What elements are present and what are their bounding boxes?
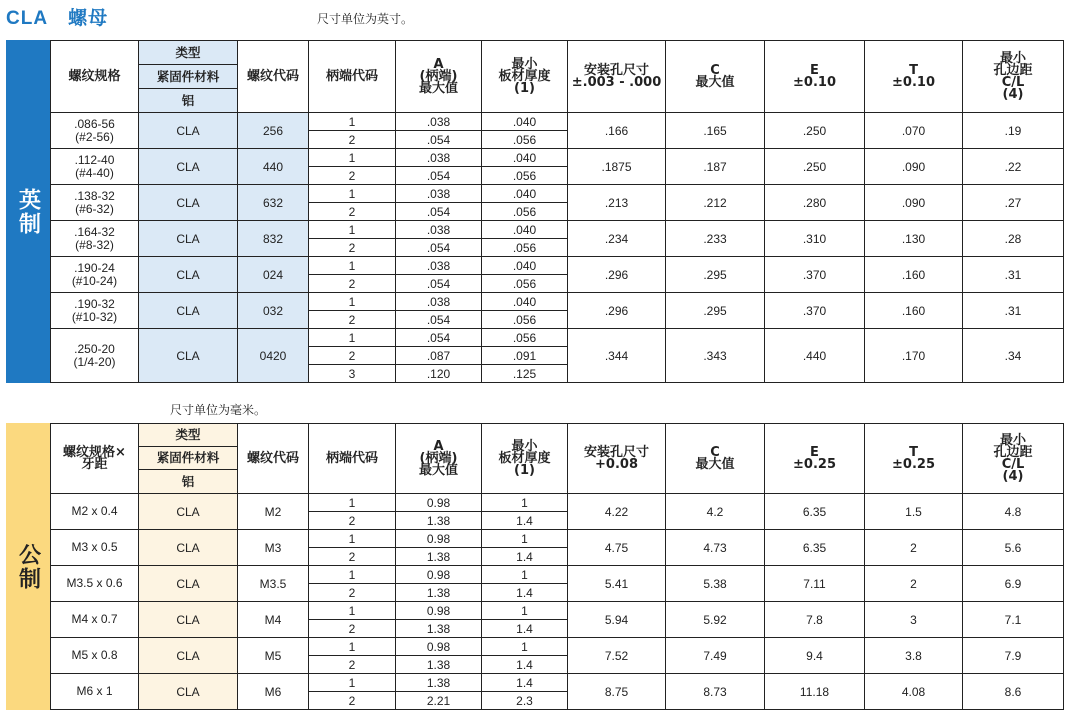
spec-line: M3.5 x 0.6 — [66, 576, 123, 590]
header-line: (4) — [1002, 468, 1024, 484]
cell-type: CLA — [139, 494, 238, 530]
cell-a: 1.38 — [396, 512, 482, 530]
cell-t: .070 — [865, 113, 963, 149]
cell-shank-code: 2 — [309, 167, 396, 185]
cell-shank-code: 1 — [309, 494, 396, 512]
header-line: 孔边距 — [993, 444, 1033, 460]
table-row — [51, 329, 1064, 347]
spec-line: .112-40 — [74, 152, 115, 167]
cell-a: .038 — [396, 221, 482, 239]
cell-shank-code: 2 — [309, 692, 396, 710]
spec-line: M5 x 0.8 — [71, 648, 118, 662]
cell-thread-code: M5 — [238, 638, 309, 674]
cell-shank-code: 2 — [309, 239, 396, 257]
header-line: C/L — [1001, 74, 1025, 90]
header-line: 安装孔尺寸 — [583, 444, 649, 460]
header-line: (柄端) — [419, 68, 458, 84]
cell-shank-code: 2 — [309, 275, 396, 293]
cell-a: .038 — [396, 185, 482, 203]
cell-e: .370 — [765, 257, 865, 293]
cell-e: 7.8 — [765, 602, 865, 638]
cell-thread-code: 632 — [238, 185, 309, 221]
spec-line: .190-24 — [74, 260, 115, 275]
imperial-side-label — [6, 40, 50, 383]
title-code: CLA — [6, 8, 49, 29]
header-min-edge — [963, 424, 1064, 494]
cell-hole: .1875 — [568, 149, 666, 185]
cell-a: .054 — [396, 275, 482, 293]
cell-spec — [51, 149, 139, 185]
cell-shank-code: 1 — [309, 221, 396, 239]
metric-unit-note: 尺寸单位为毫米。 — [170, 403, 267, 417]
header-line: 板材厚度 — [498, 68, 551, 84]
cell-shank-code: 2 — [309, 548, 396, 566]
cell-c: 7.49 — [666, 638, 765, 674]
cell-a: 2.21 — [396, 692, 482, 710]
header-hole — [568, 424, 666, 494]
header-line: ±0.10 — [892, 74, 935, 90]
cell-c: 8.73 — [666, 674, 765, 710]
cell-e: 6.35 — [765, 494, 865, 530]
spec-line: M3 x 0.5 — [71, 540, 118, 554]
spec-line: .138-32 — [74, 188, 115, 203]
cell-shank-code: 1 — [309, 149, 396, 167]
cell-e: 7.11 — [765, 566, 865, 602]
cell-spec — [51, 566, 139, 602]
header-shank-code: 柄端代码 — [309, 41, 396, 113]
imperial-spec-table — [50, 40, 1064, 383]
header-line: E — [810, 444, 819, 460]
page-title — [6, 3, 108, 30]
cell-type: CLA — [139, 674, 238, 710]
cell-a: 1.38 — [396, 584, 482, 602]
cell-min-sheet: 1 — [482, 638, 568, 656]
cell-thread-code: M3 — [238, 530, 309, 566]
cell-t: .090 — [865, 185, 963, 221]
spec-line: M2 x 0.4 — [71, 504, 118, 518]
spec-line: M4 x 0.7 — [71, 612, 118, 626]
header-a — [396, 41, 482, 113]
cell-a: 0.98 — [396, 530, 482, 548]
cell-spec — [51, 221, 139, 257]
cell-min-edge: .19 — [963, 113, 1064, 149]
cell-shank-code: 1 — [309, 113, 396, 131]
header-spec — [51, 424, 139, 494]
header-spec: 螺纹规格 — [51, 41, 139, 113]
cell-e: .250 — [765, 149, 865, 185]
cell-min-sheet: .056 — [482, 167, 568, 185]
table-row — [51, 185, 1064, 203]
cell-c: 4.73 — [666, 530, 765, 566]
table-row — [51, 674, 1064, 692]
cell-hole: 8.75 — [568, 674, 666, 710]
header-line: 牙距 — [81, 456, 108, 472]
header-row — [51, 41, 1064, 65]
cell-type: CLA — [139, 602, 238, 638]
cell-min-edge: .31 — [963, 257, 1064, 293]
spec-line: (1/4-20) — [73, 354, 116, 369]
cell-min-sheet: .125 — [482, 365, 568, 383]
spec-line: (#4-40) — [75, 165, 114, 180]
header-line: 最小 — [511, 438, 538, 454]
cell-min-sheet: 1.4 — [482, 548, 568, 566]
cell-thread-code: 832 — [238, 221, 309, 257]
cell-spec — [51, 638, 139, 674]
cell-a: .038 — [396, 257, 482, 275]
cell-c: 5.92 — [666, 602, 765, 638]
spec-line: M6 x 1 — [76, 684, 113, 698]
cell-t: .130 — [865, 221, 963, 257]
cell-shank-code: 1 — [309, 566, 396, 584]
cell-a: 0.98 — [396, 566, 482, 584]
cell-c: .295 — [666, 257, 765, 293]
table-row — [51, 494, 1064, 512]
cell-min-sheet: .040 — [482, 221, 568, 239]
cell-thread-code: 024 — [238, 257, 309, 293]
header-line: 最大值 — [418, 462, 458, 478]
cell-a: 0.98 — [396, 494, 482, 512]
cell-shank-code: 2 — [309, 656, 396, 674]
cell-c: 4.2 — [666, 494, 765, 530]
header-hole — [568, 41, 666, 113]
cell-c: .187 — [666, 149, 765, 185]
table-row — [51, 566, 1064, 584]
cell-min-edge: .34 — [963, 329, 1064, 383]
cell-hole: .296 — [568, 293, 666, 329]
cell-hole: .344 — [568, 329, 666, 383]
header-aluminum: 铝 — [139, 89, 238, 113]
header-line: A — [433, 438, 444, 454]
cell-min-sheet: .040 — [482, 293, 568, 311]
cell-shank-code: 2 — [309, 203, 396, 221]
cell-shank-code: 1 — [309, 329, 396, 347]
header-line: +0.08 — [595, 456, 638, 472]
cell-min-edge: 7.9 — [963, 638, 1064, 674]
cell-type: CLA — [139, 185, 238, 221]
cell-min-sheet: 1 — [482, 530, 568, 548]
cell-a: .038 — [396, 149, 482, 167]
header-line: (1) — [514, 462, 535, 478]
cell-spec — [51, 602, 139, 638]
header-aluminum: 铝 — [139, 470, 238, 494]
cell-a: .054 — [396, 203, 482, 221]
cell-hole: 7.52 — [568, 638, 666, 674]
metric-spec-table — [50, 423, 1064, 710]
spec-line: .164-32 — [74, 224, 115, 239]
cell-min-sheet: .040 — [482, 185, 568, 203]
cell-shank-code: 2 — [309, 131, 396, 149]
header-line: 最小 — [999, 50, 1026, 66]
cell-min-edge: .31 — [963, 293, 1064, 329]
cell-t: 3.8 — [865, 638, 963, 674]
cell-min-sheet: .040 — [482, 257, 568, 275]
cell-spec — [51, 494, 139, 530]
cell-min-sheet: 1.4 — [482, 674, 568, 692]
cell-c: .343 — [666, 329, 765, 383]
cell-e: .440 — [765, 329, 865, 383]
cell-min-sheet: 1 — [482, 602, 568, 620]
cell-hole: 4.75 — [568, 530, 666, 566]
spec-line: (#6-32) — [75, 201, 114, 216]
cell-min-sheet: .056 — [482, 203, 568, 221]
cell-spec — [51, 293, 139, 329]
header-line: (4) — [1002, 86, 1024, 102]
header-line: (柄端) — [419, 450, 458, 466]
cell-shank-code: 1 — [309, 530, 396, 548]
table-row — [51, 221, 1064, 239]
cell-type: CLA — [139, 221, 238, 257]
header-min-edge — [963, 41, 1064, 113]
cell-thread-code: M4 — [238, 602, 309, 638]
cell-e: 11.18 — [765, 674, 865, 710]
table-row — [51, 113, 1064, 131]
cell-a: 0.98 — [396, 602, 482, 620]
cell-min-sheet: .056 — [482, 329, 568, 347]
cell-e: .250 — [765, 113, 865, 149]
cell-shank-code: 1 — [309, 185, 396, 203]
cell-type: CLA — [139, 638, 238, 674]
header-line: 螺纹规格× — [63, 444, 126, 460]
cell-shank-code: 1 — [309, 674, 396, 692]
cell-a: .054 — [396, 167, 482, 185]
cell-a: 1.38 — [396, 620, 482, 638]
cell-min-edge: .28 — [963, 221, 1064, 257]
cell-a: .054 — [396, 329, 482, 347]
cell-thread-code: M3.5 — [238, 566, 309, 602]
cell-e: .280 — [765, 185, 865, 221]
cell-type: CLA — [139, 293, 238, 329]
cell-shank-code: 2 — [309, 512, 396, 530]
cell-type: CLA — [139, 113, 238, 149]
header-min-sheet — [482, 424, 568, 494]
header-line: 孔边距 — [993, 62, 1033, 78]
cell-hole: .166 — [568, 113, 666, 149]
cell-shank-code: 3 — [309, 365, 396, 383]
header-c — [666, 41, 765, 113]
table-row — [51, 293, 1064, 311]
cell-spec — [51, 674, 139, 710]
cell-shank-code: 1 — [309, 638, 396, 656]
header-line: C — [710, 444, 720, 460]
cell-thread-code: 256 — [238, 113, 309, 149]
cell-type: CLA — [139, 329, 238, 383]
cell-t: .170 — [865, 329, 963, 383]
cell-thread-code: 032 — [238, 293, 309, 329]
header-e — [765, 41, 865, 113]
cell-min-sheet: 1 — [482, 494, 568, 512]
header-line: T — [909, 444, 918, 460]
cell-min-sheet: .091 — [482, 347, 568, 365]
header-line: ±.003 - .000 — [571, 74, 662, 90]
cell-a: .120 — [396, 365, 482, 383]
cell-min-sheet: 2.3 — [482, 692, 568, 710]
header-c — [666, 424, 765, 494]
cell-type: CLA — [139, 257, 238, 293]
cell-min-sheet: .056 — [482, 239, 568, 257]
spec-line: (#10-32) — [71, 309, 118, 324]
header-line: 最小 — [511, 56, 538, 72]
header-min-sheet — [482, 41, 568, 113]
cell-a: .054 — [396, 239, 482, 257]
cell-min-sheet: .040 — [482, 113, 568, 131]
cell-t: 1.5 — [865, 494, 963, 530]
spec-line: (#8-32) — [75, 237, 114, 252]
header-line: 最大值 — [695, 456, 735, 472]
cell-spec — [51, 329, 139, 383]
cell-min-edge: 4.8 — [963, 494, 1064, 530]
cell-hole: .296 — [568, 257, 666, 293]
cell-shank-code: 2 — [309, 584, 396, 602]
cell-shank-code: 2 — [309, 347, 396, 365]
cell-hole: 4.22 — [568, 494, 666, 530]
cell-min-edge: 6.9 — [963, 566, 1064, 602]
cell-a: 0.98 — [396, 638, 482, 656]
cell-min-sheet: .056 — [482, 311, 568, 329]
cell-thread-code: 440 — [238, 149, 309, 185]
table-row — [51, 257, 1064, 275]
cell-t: .160 — [865, 257, 963, 293]
cell-min-sheet: 1.4 — [482, 512, 568, 530]
cell-shank-code: 1 — [309, 602, 396, 620]
table-row — [51, 530, 1064, 548]
cell-shank-code: 1 — [309, 257, 396, 275]
spec-line: .250-20 — [74, 341, 115, 356]
header-line: 安装孔尺寸 — [583, 62, 649, 78]
cell-type: CLA — [139, 530, 238, 566]
header-line: C/L — [1001, 456, 1025, 472]
cell-a: 1.38 — [396, 548, 482, 566]
cell-t: .160 — [865, 293, 963, 329]
cell-shank-code: 1 — [309, 293, 396, 311]
cell-e: 9.4 — [765, 638, 865, 674]
header-line: E — [810, 62, 819, 78]
header-type: 类型 — [139, 41, 238, 65]
cell-t: 2 — [865, 566, 963, 602]
header-row — [51, 424, 1064, 447]
cell-type: CLA — [139, 149, 238, 185]
header-type: 类型 — [139, 424, 238, 447]
metric-side-text: 公制 — [15, 542, 41, 591]
cell-t: 4.08 — [865, 674, 963, 710]
table-row — [51, 638, 1064, 656]
cell-thread-code: 0420 — [238, 329, 309, 383]
cell-min-sheet: .040 — [482, 149, 568, 167]
cell-min-edge: .22 — [963, 149, 1064, 185]
header-thread-code: 螺纹代码 — [238, 41, 309, 113]
table-row — [51, 602, 1064, 620]
header-t — [865, 41, 963, 113]
cell-min-edge: 8.6 — [963, 674, 1064, 710]
cell-type: CLA — [139, 566, 238, 602]
spec-line: (#2-56) — [75, 129, 114, 144]
cell-min-sheet: 1 — [482, 566, 568, 584]
imperial-unit-note: 尺寸单位为英寸。 — [317, 12, 414, 26]
cell-min-edge: 5.6 — [963, 530, 1064, 566]
title-name: 螺母 — [68, 8, 109, 29]
header-line: C — [710, 62, 720, 78]
cell-min-edge: 7.1 — [963, 602, 1064, 638]
cell-a: 1.38 — [396, 674, 482, 692]
cell-a: .038 — [396, 113, 482, 131]
spec-line: (#10-24) — [71, 273, 118, 288]
cell-a: .038 — [396, 293, 482, 311]
cell-hole: .213 — [568, 185, 666, 221]
cell-t: .090 — [865, 149, 963, 185]
cell-min-sheet: 1.4 — [482, 656, 568, 674]
header-material: 紧固件材料 — [139, 447, 238, 470]
cell-e: .310 — [765, 221, 865, 257]
cell-c: .295 — [666, 293, 765, 329]
cell-min-sheet: 1.4 — [482, 620, 568, 638]
cell-spec — [51, 530, 139, 566]
cell-shank-code: 2 — [309, 620, 396, 638]
cell-hole: 5.94 — [568, 602, 666, 638]
cell-c: .212 — [666, 185, 765, 221]
header-line: 板材厚度 — [498, 450, 551, 466]
header-thread-code: 螺纹代码 — [238, 424, 309, 494]
cell-thread-code: M2 — [238, 494, 309, 530]
cell-min-sheet: 1.4 — [482, 584, 568, 602]
spec-line: .190-32 — [74, 296, 115, 311]
header-line: 最大值 — [418, 80, 458, 96]
cell-spec — [51, 113, 139, 149]
cell-c: .165 — [666, 113, 765, 149]
header-material: 紧固件材料 — [139, 65, 238, 89]
cell-t: 3 — [865, 602, 963, 638]
cell-shank-code: 2 — [309, 311, 396, 329]
header-line: 最小 — [999, 432, 1026, 448]
header-line: (1) — [514, 80, 535, 96]
metric-side-label — [6, 423, 50, 710]
cell-a: .087 — [396, 347, 482, 365]
spec-line: .086-56 — [74, 116, 115, 131]
cell-spec — [51, 185, 139, 221]
header-line: ±0.10 — [793, 74, 836, 90]
header-a — [396, 424, 482, 494]
header-line: ±0.25 — [892, 456, 935, 472]
cell-hole: 5.41 — [568, 566, 666, 602]
cell-min-sheet: .056 — [482, 131, 568, 149]
header-t — [865, 424, 963, 494]
cell-a: .054 — [396, 311, 482, 329]
table-row — [51, 149, 1064, 167]
header-e — [765, 424, 865, 494]
header-line: ±0.25 — [793, 456, 836, 472]
cell-c: 5.38 — [666, 566, 765, 602]
header-line: A — [433, 56, 444, 72]
header-line: 最大值 — [695, 74, 735, 90]
header-line: T — [909, 62, 918, 78]
cell-hole: .234 — [568, 221, 666, 257]
cell-t: 2 — [865, 530, 963, 566]
cell-a: .054 — [396, 131, 482, 149]
cell-thread-code: M6 — [238, 674, 309, 710]
cell-e: 6.35 — [765, 530, 865, 566]
cell-min-sheet: .056 — [482, 275, 568, 293]
cell-c: .233 — [666, 221, 765, 257]
cell-min-edge: .27 — [963, 185, 1064, 221]
cell-spec — [51, 257, 139, 293]
cell-a: 1.38 — [396, 656, 482, 674]
header-shank-code: 柄端代码 — [309, 424, 396, 494]
imperial-side-text: 英制 — [15, 187, 41, 236]
cell-e: .370 — [765, 293, 865, 329]
